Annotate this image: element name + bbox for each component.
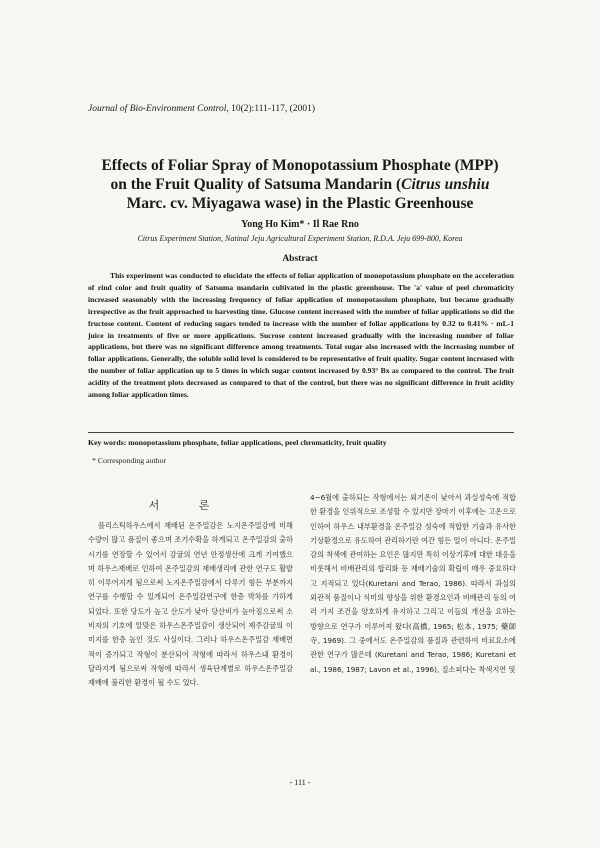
page-number: - 111 - bbox=[289, 778, 311, 787]
keywords: Key words: monopotassium phosphate, foliar applications, peel chromaticity, fruit quality bbox=[88, 438, 387, 447]
abstract-text: This experiment was conducted to elucidate the effects of foliar application of monopotassium phosphate on the acceleration of rind color and fruit quality of Satsuma mandarin cultivated in the plastic greenhouse. The 'a' value of peel chromaticity increased seasonably with the increasing frequency of foliar application of monopotassium phosphate, but became gradually irrespective as the fruit approached to harvesting time. Glucose content increased with the number of foliar applications so did the fructose content. Content of reducing sugars tended to increase with the number of foliar applications by 0.32 to 0.41% · mL-1 juice in treatments of five or more applications. Sucrose content increased gradually with the increasing number of foliar applications, but there was no significant difference among treatments. Total sugar also increased with the increasing number of foliar applications. Generally, the soluble solid level is considered to be representative of fruit quality. Sugar content increased with the number of foliar application up to 5 times in which sugar content increased by 0.93° Bx as compared to the control. The fruit acidity of the treatment plots decreased as compared to that of the control, but there was no significant difference in fruit acidity among foliar application times. bbox=[88, 271, 514, 400]
journal-name: Journal of Bio-Environment Control, bbox=[88, 104, 229, 114]
journal-citation bbox=[88, 104, 315, 114]
section-heading-introduction: 서 론 bbox=[148, 499, 228, 512]
title-line-2-text: on the Fruit Quality of Satsuma Mandarin ( bbox=[110, 176, 402, 193]
body-column-left: 플리스틱하우스에서 재배된 온주밀감은 노지온주밀감에 비해 수량이 많고 품질이 좋으며 조기수확을 하게되고 온주밀감의 출하시기를 연장할 수 있어서 감귤의 연년 안정생산에 크게 기여했으며 하우스재배로 인하여 온주밀감의 재배생리에 관한 연구도 활발히 이루어지게 됨으로써 노지온주밀감에서 다루기 힘든 부분까지 연구를 수행할 수 있게되어 온주밀감연구에 한층 박차를 가하게 되었다. 또한 당도가 높고 산도가 낮아 당산비가 높아짐으로써 소비자의 기호에 알맞은 하우스온주밀감이 생산되어 제주감귤의 이미지를 한층 높인 것도 사실이다. 그러나 하우스온주밀감 재배면적이 증가되고 작형이 분산되어 작형에 따라서 하우스내 환경이 달라지게 됨으로써 작형에 따라서 생육단계별로 하우스온주밀감재배에 불리한 환경이 될 수도 있다. bbox=[88, 521, 293, 688]
body-column-right: 4~6월에 출하되는 작형에서는 외기온이 낮아서 과실성숙에 적합한 환경을 인위적으로 조성할 수 있지만 장마기 이후에는 고온으로 인하여 하우스 내부환경을 온주밀감 성숙에 적합한 기술과 유사한 기상환경으로 유도하여 관리하기란 여간 힘든 일이 아니다. 온주밀감의 착색에 관여하는 요인은 많지만 특히 이상기후에 대한 대응을 비롯해서 비배관리의 합리화 등 재배기술의 확립이 매우 중요하다고 지적되고 있다(Kuretani and Terao, 1986). 따라서 과실의 외관적 품질이나 식미의 향상을 위한 환경요인과 비배관리 등의 여러 가지 조건을 양호하게 유지하고 그리고 이들의 개선을 요하는 방향으로 연구가 이루어져 왔다(高橋, 1965; 松本, 1975; 藥師寺, 1969). 그 중에서도 온주밀감의 품질과 관련하여 비료요소에 관한 연구가 많은데 (Kuretani and Terao, 1986; Kuretani et al., 1986, 1987; Lavon et al., 1996), 질소피다는 착색지연 및 bbox=[310, 493, 516, 674]
title-line-3: Marc. cv. Miyagawa wase) in the Plastic Greenhouse bbox=[126, 195, 474, 212]
paper-title bbox=[60, 156, 540, 213]
title-species-italic: Citrus unshiu bbox=[401, 176, 490, 193]
title-line-1: Effects of Foliar Spray of Monopotassium Phosphate (MPP) bbox=[101, 157, 499, 174]
title-line-2 bbox=[60, 175, 540, 194]
journal-volume: 10(2):111-117, (2001) bbox=[231, 104, 316, 114]
corresponding-author-note: * Corresponding author bbox=[92, 456, 167, 465]
affiliation: Citrus Experiment Station, Natinal Jeju Agricultural Experiment Station, R.D.A. Jeju 699-800, Korea bbox=[137, 234, 463, 243]
divider bbox=[88, 432, 514, 433]
authors: Yong Ho Kim* · Il Rae Rno bbox=[241, 219, 359, 230]
abstract-heading: Abstract bbox=[282, 254, 318, 264]
